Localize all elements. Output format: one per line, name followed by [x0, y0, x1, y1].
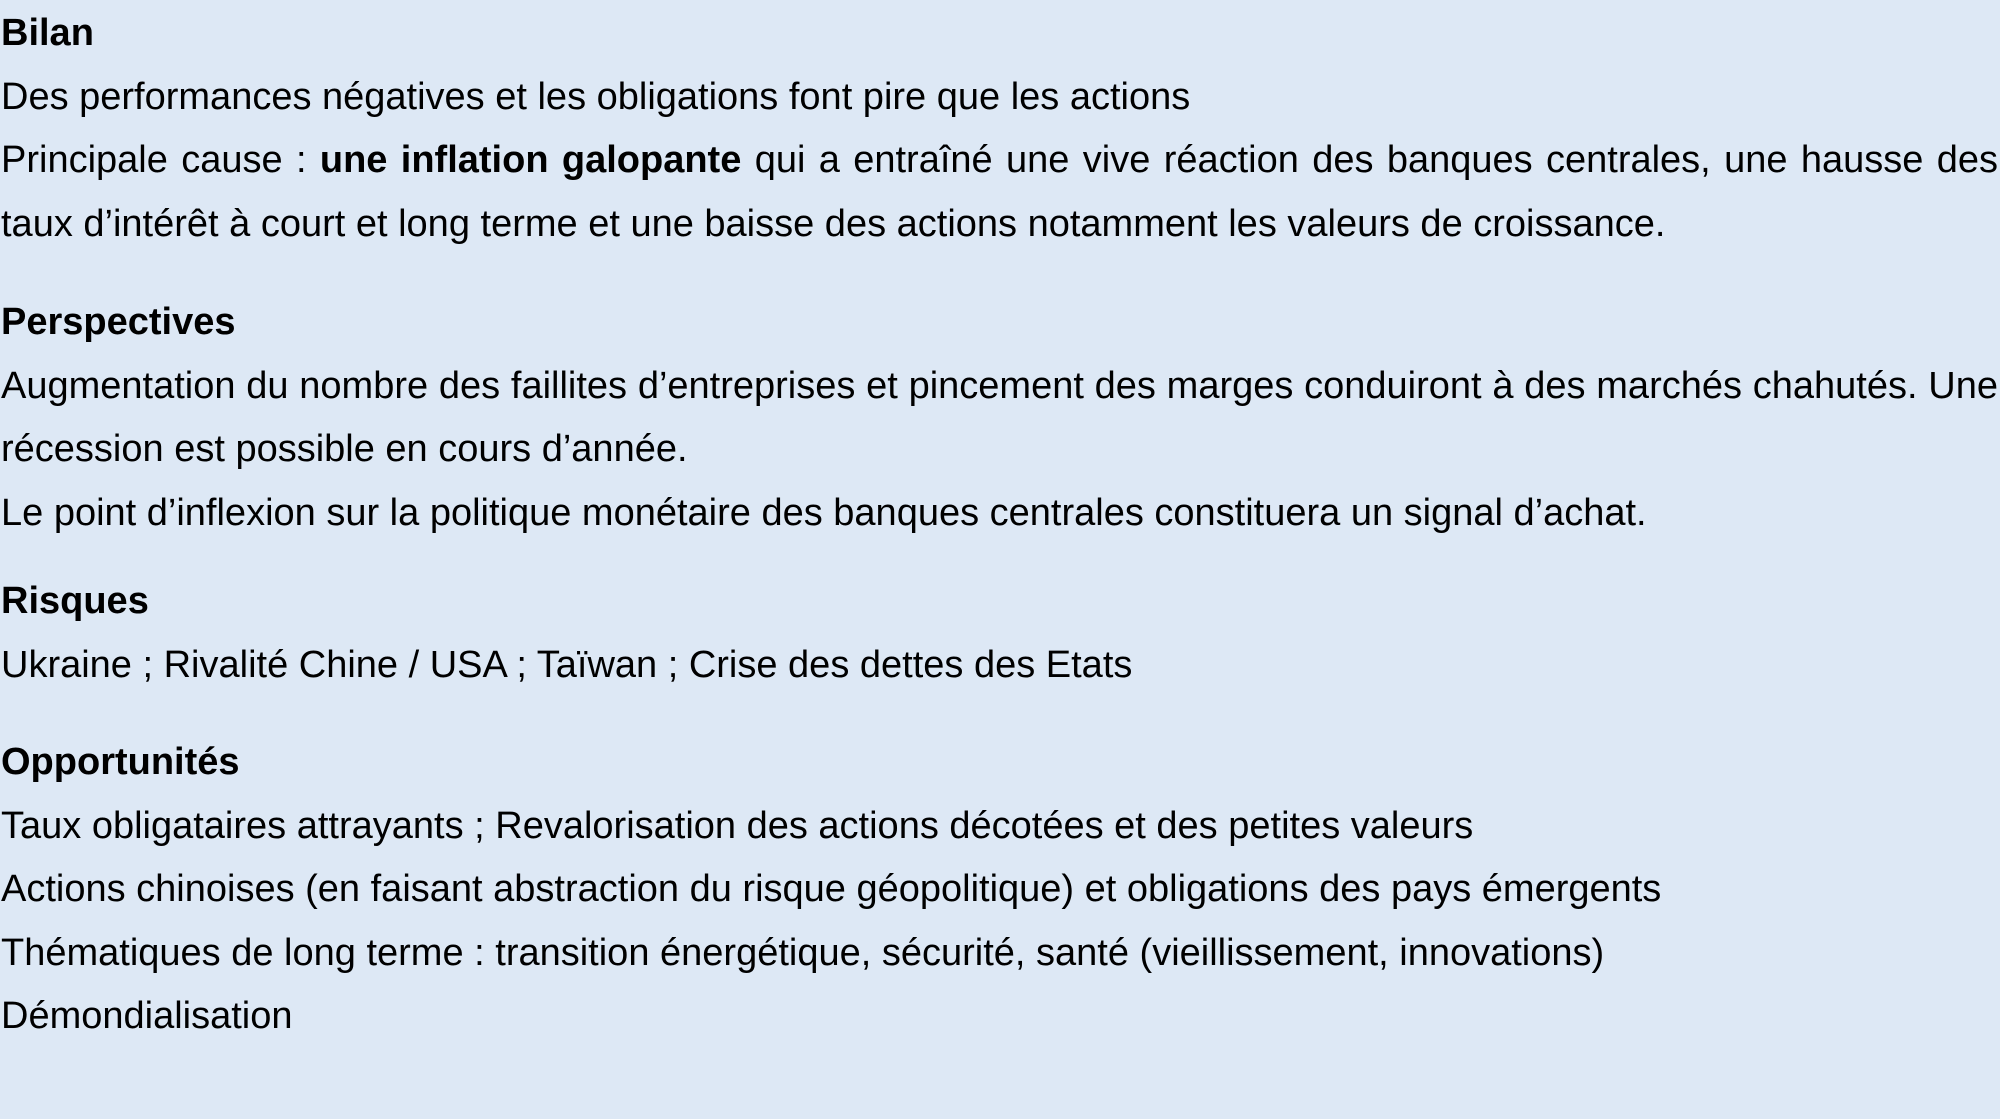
opportunites-item: Actions chinoises (en faisant abstraction du risque géopolitique) et obligations des pays émergents: [1, 868, 1662, 910]
spacer: [1, 256, 2000, 291]
spacer: [1, 697, 2000, 731]
bilan-line-performances: Des performances négatives et les obligations font pire que les actions: [1, 75, 1191, 118]
opportunites-item: Taux obligataires attrayants ; Revalorisation des actions décotées et des petites valeurs: [1, 804, 1474, 847]
heading-bilan: Bilan: [1, 12, 94, 54]
cause-rest: qui a entraîné une vive réaction des banques centrales, une hausse des taux d’intérêt à court et long terme et une baisse des actions notamment les valeurs de croissance.: [1, 139, 1998, 245]
section-bilan: [1, 2, 2000, 256]
cause-prefix: Principale cause :: [1, 139, 320, 181]
spacer: [1, 545, 2000, 570]
heading-perspectives: Perspectives: [1, 301, 236, 343]
section-opportunites: [1, 731, 2000, 1049]
opportunites-item: Démondialisation: [1, 995, 293, 1037]
perspectives-line-inflexion: Le point d’inflexion sur la politique monétaire des banques centrales constituera un signal d’achat.: [1, 491, 1647, 534]
cause-bold-text: une inflation galopante: [319, 139, 742, 181]
heading-risques: Risques: [1, 580, 149, 622]
perspectives-paragraph: Augmentation du nombre des faillites d’entreprises et pincement des marges conduiront à des marchés chahutés. Une récession est possible en cours d’année.: [1, 364, 1998, 470]
risques-line: Ukraine ; Rivalité Chine / USA ; Taïwan ; Crise des dettes des Etats: [1, 643, 1133, 686]
section-risques: [1, 570, 2000, 697]
section-perspectives: [1, 291, 2000, 545]
opportunites-item: Thématiques de long terme : transition énergétique, sécurité, santé (vieillissement, innovations): [1, 931, 1605, 974]
bilan-paragraph-cause: [1, 129, 1998, 256]
heading-opportunites: Opportunités: [1, 741, 240, 783]
